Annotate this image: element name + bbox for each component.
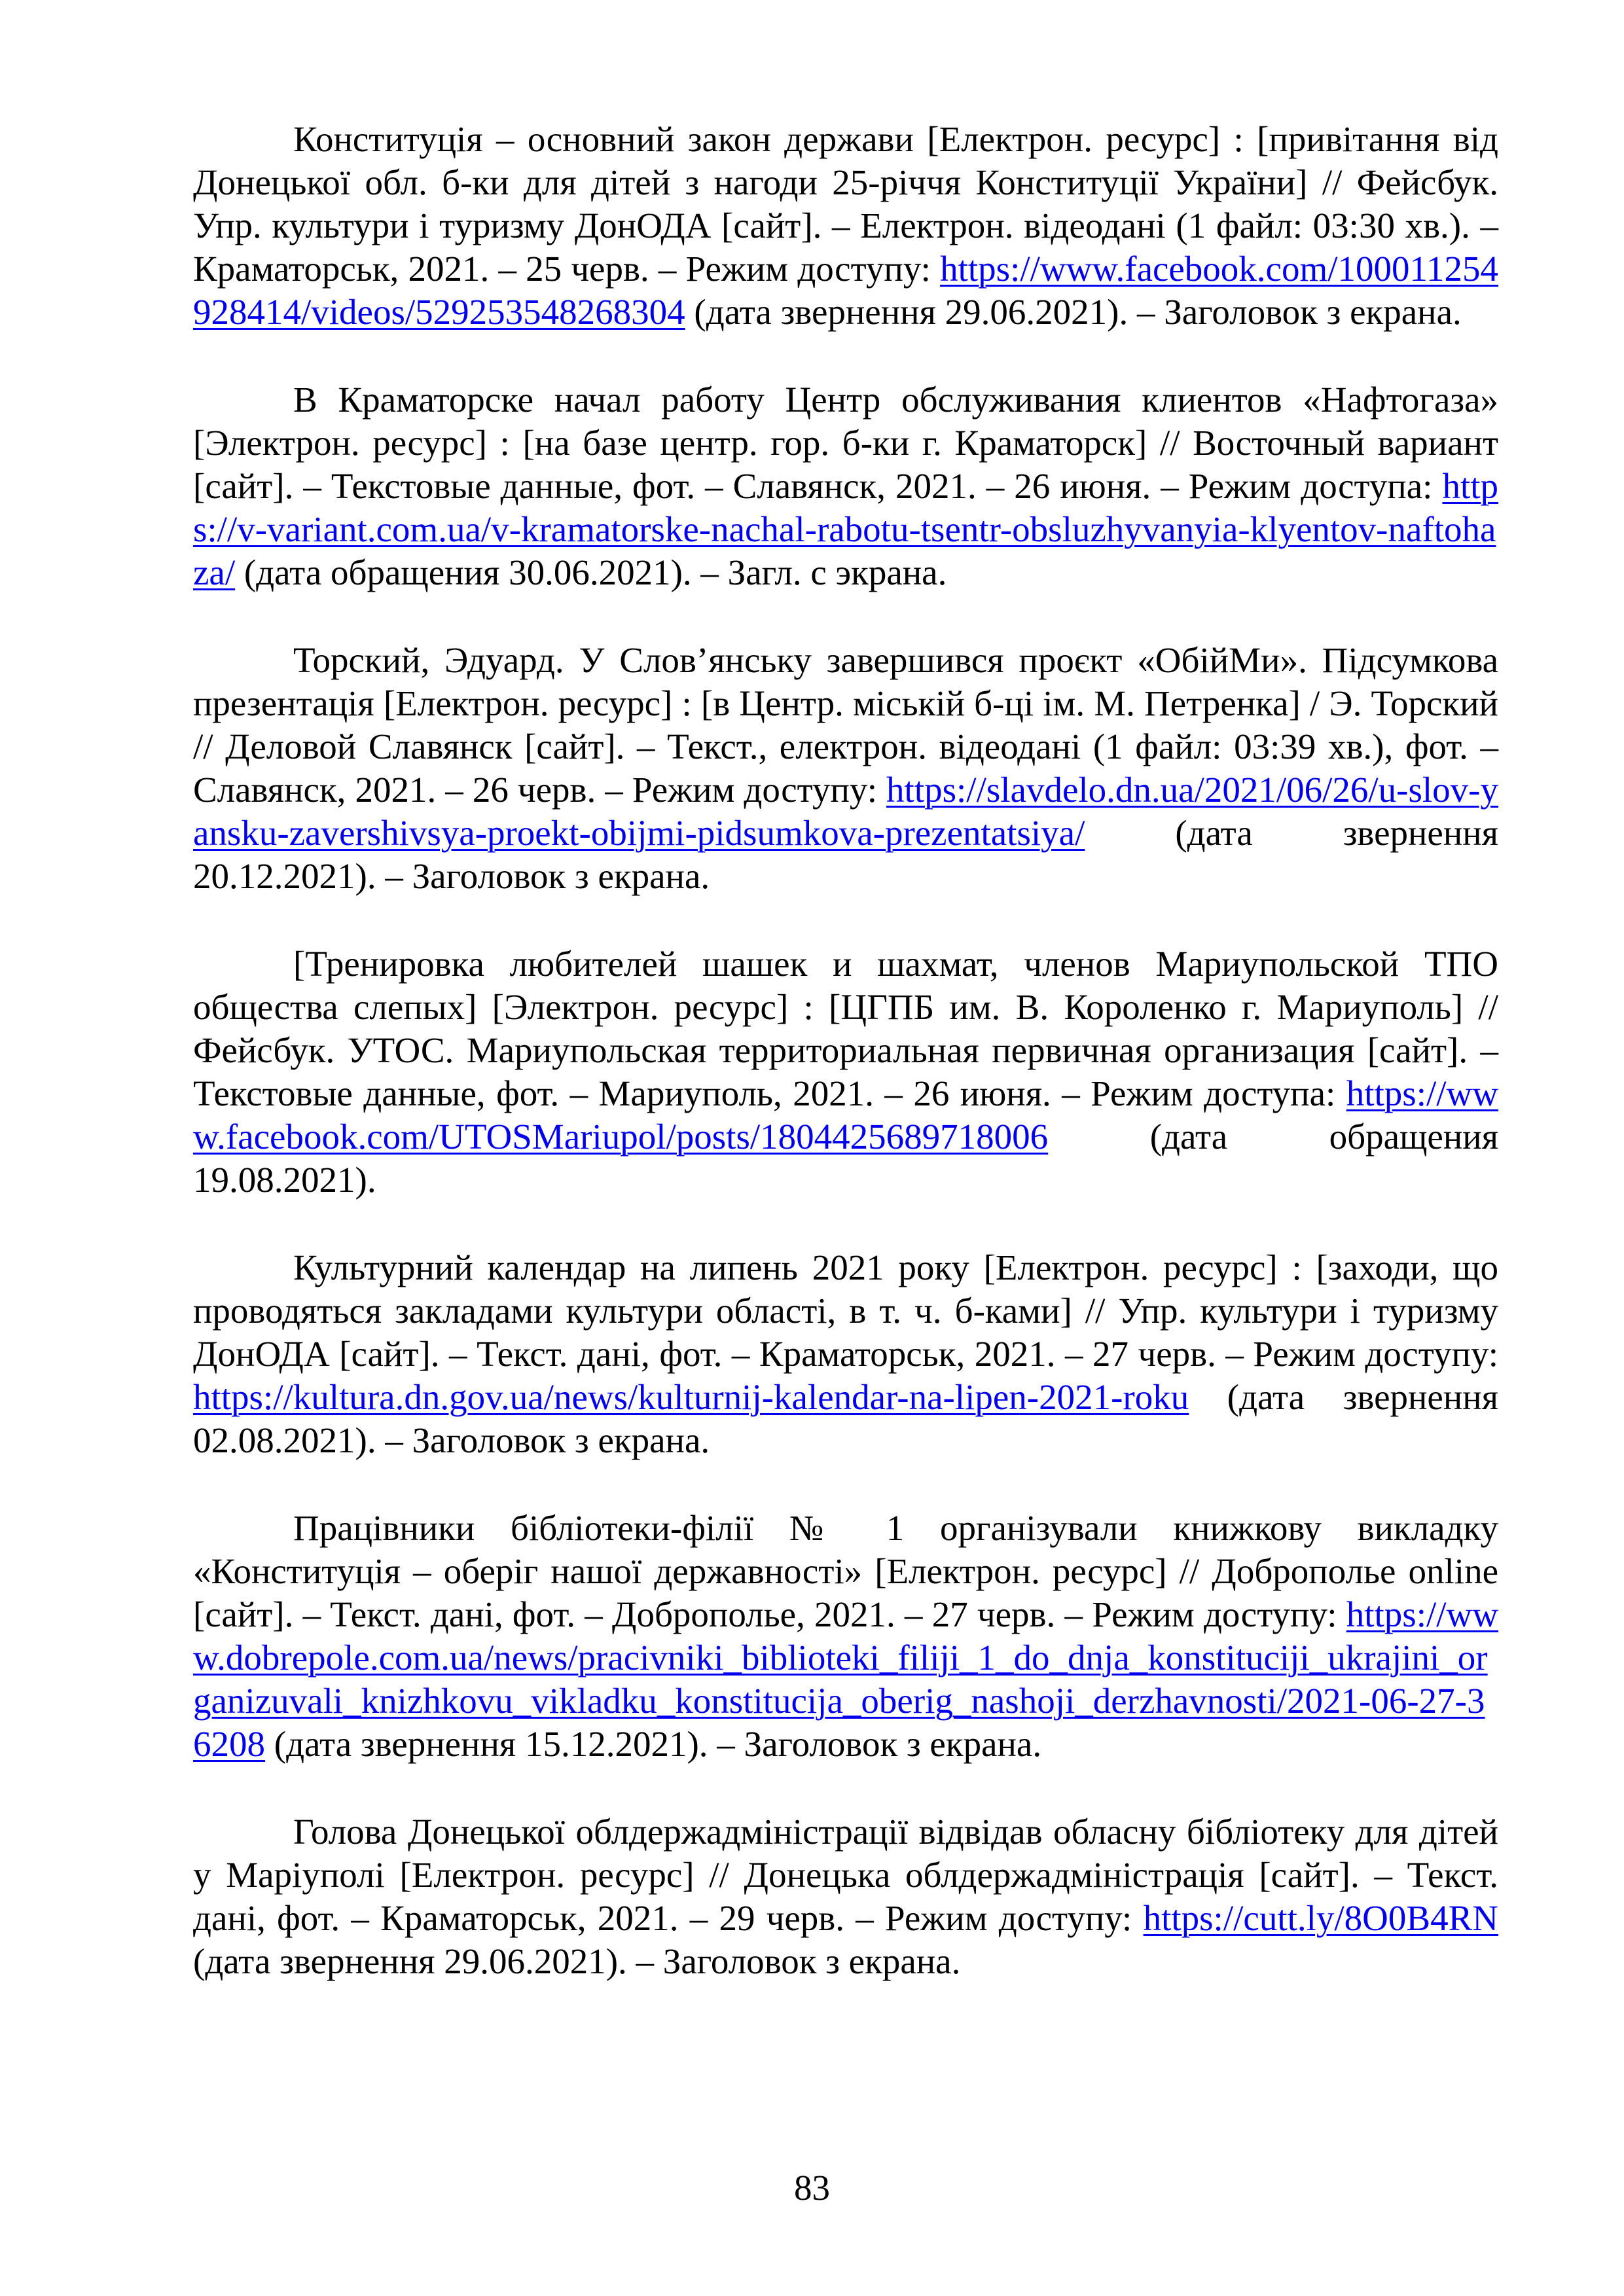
- entry-text: В Краматорске начал работу Центр обслуживания клиентов «Нафтогаза» [Электрон. ресурс] : [на базе центр. гор. б-ки г. Краматорск] // Восточный вариант [сайт]. – Текстовые данные, фот. – Славянск, 2021. – 26 июня. – Режим доступа:: [193, 380, 1498, 506]
- entry-text: Конституція – основний закон держави [Електрон. ресурс] : [привітання від Донецької обл. б-ки для дітей з нагоди 25-річчя Конституції України] // Фейсбук. Упр. культури і туризму ДонОДА [сайт]. – Електрон. відеодані (1 файл: 03:30 хв.). – Краматорськ, 2021. – 25 черв. – Режим доступу:: [193, 119, 1498, 289]
- entry-link[interactable]: https://cutt.ly/8O0B4RN: [1143, 1898, 1498, 1938]
- entry-link[interactable]: https://kultura.dn.gov.ua/news/kulturnij-kalendar-na-lipen-2021-roku: [193, 1377, 1189, 1417]
- entry-text: Культурний календар на липень 2021 року [Електрон. ресурс] : [заходи, що проводяться закладами культури області, в т. ч. б-ками] // Упр. культури і туризму ДонОДА [сайт]. – Текст. дані, фот. – Краматорськ, 2021. – 27 черв. – Режим доступу:: [193, 1247, 1498, 1374]
- bibliography-entry: [193, 378, 1498, 594]
- entry-link[interactable]: https://v-variant.com.ua/v-kramatorske-nachal-rabotu-tsentr-obsluzhyvanyia-klyentov-naftohaza/: [193, 466, 1498, 592]
- entry-link[interactable]: https://www.facebook.com/UTOSMariupol/posts/1804425689718006: [193, 1073, 1498, 1157]
- entry-link[interactable]: https://www.facebook.com/100011254928414/videos/529253548268304: [193, 249, 1498, 332]
- entry-text: [Тренировка любителей шашек и шахмат, членов Мариупольской ТПО общества слепых] [Электрон. ресурс] : [ЦГПБ им. В. Короленко г. Мариуполь] // Фейсбук. УТОС. Мариупольская территориальная первичная организация [сайт]. – Текстовые данные, фот. – Мариуполь, 2021. – 26 июня. – Режим доступа:: [193, 944, 1498, 1113]
- entry-text: (дата обращения 30.06.2021). – Загл. с экрана.: [235, 552, 947, 592]
- bibliography-entry: [193, 942, 1498, 1202]
- entry-text: Голова Донецької облдержадміністрації відвідав обласну бібліотеку для дітей у Маріуполі [Електрон. ресурс] // Донецька облдержадміністрація [сайт]. – Текст. дані, фот. – Краматорськ, 2021. – 29 черв. – Режим доступу:: [193, 1812, 1498, 1938]
- page-number: 83: [794, 2168, 830, 2208]
- entry-link[interactable]: https://slavdelo.dn.ua/2021/06/26/u-slov-yansku-zavershivsya-proekt-obijmi-pidsumkova-prezentatsiya/: [193, 770, 1498, 853]
- entry-text: (дата обращения 19.08.2021).: [193, 1117, 1498, 1200]
- document-page: [193, 118, 1498, 2028]
- entry-link[interactable]: https://www.dobrepole.com.ua/news/pracivniki_biblioteki_filiji_1_do_dnja_konstituciji_ukrajini_organizuvali_knizhkovu_vikladku_konstitucija_oberig_nashoji_derzhavnosti/2021-06-27-36208: [193, 1594, 1498, 1764]
- bibliography-entry: [193, 1810, 1498, 1983]
- bibliography-entry: [193, 1507, 1498, 1766]
- bibliography-entry: [193, 1246, 1498, 1462]
- entry-text: (дата звернення 29.06.2021). – Заголовок з екрана.: [685, 292, 1462, 332]
- entry-text: Працівники бібліотеки-філії № 1 організували книжкову викладку «Конституція – оберіг нашої державності» [Електрон. ресурс] // Доброполье online [сайт]. – Текст. дані, фот. – Доброполье, 2021. – 27 черв. – Режим доступу:: [193, 1508, 1498, 1634]
- bibliography-entry: [193, 639, 1498, 898]
- entry-text: (дата звернення 15.12.2021). – Заголовок з екрана.: [265, 1724, 1042, 1764]
- entry-text: (дата звернення 02.08.2021). – Заголовок з екрана.: [193, 1377, 1498, 1460]
- entry-text: (дата звернення 29.06.2021). – Заголовок з екрана.: [193, 1941, 961, 1981]
- bibliography-entry: [193, 118, 1498, 334]
- entry-text: Торский, Эдуард. У Слов’янську завершився проєкт «ОбійМи». Підсумкова презентація [Електрон. ресурс] : [в Центр. міській б-ці ім. М. Петренка] / Э. Торский // Деловой Славянск [сайт]. – Текст., електрон. відеодані (1 файл: 03:39 хв.), фот. – Славянск, 2021. – 26 черв. – Режим доступу:: [193, 640, 1498, 810]
- entry-text: (дата звернення 20.12.2021). – Заголовок з екрана.: [193, 813, 1498, 896]
